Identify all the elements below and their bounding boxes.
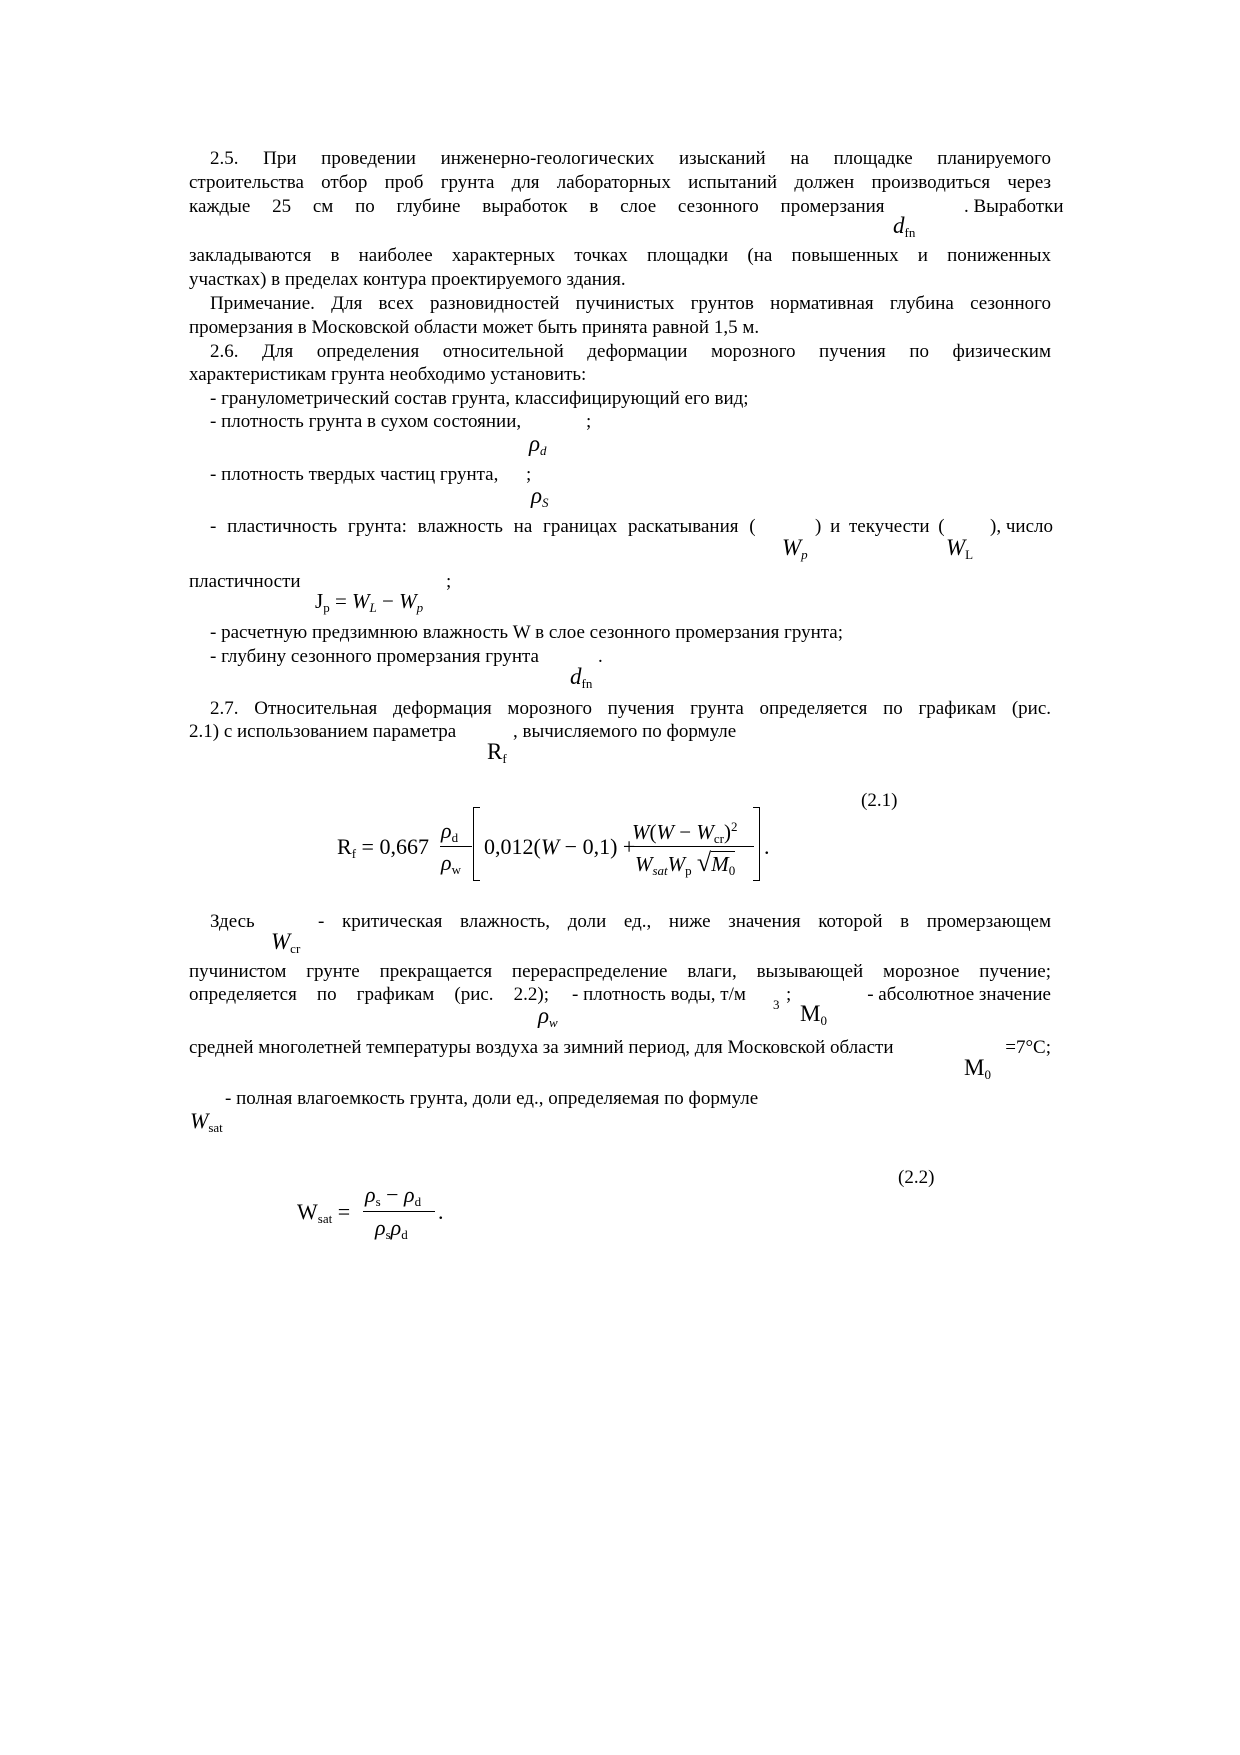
p26-line1: 2.6. Для определения относительной деформации морозного пучения по физическим (210, 341, 1051, 362)
eq22-numerator: $\rho_s - \rho_d$ (365, 1182, 422, 1209)
symbol-wl: $W_L$ (946, 535, 974, 562)
eq22-number: (2.2) (898, 1167, 935, 1188)
here-l3b: - плотность воды, т/м (572, 984, 746, 1005)
p25-line1: 2.5. При проведении инженерно-геологических изысканий на площадке планируемого (210, 148, 1051, 169)
p26-item1: - гранулометрический состав грунта, классифицирующий его вид; (210, 388, 749, 409)
symbol-rho-d: $\rho_d$ (529, 431, 547, 458)
eq22-bar (363, 1211, 435, 1212)
symbol-dfn-2: $d_{fn}$ (570, 664, 593, 691)
here-l5: - полная влагоемкость грунта, доли ед., определяемая по формуле (225, 1088, 759, 1109)
p26-item6-dot: . (598, 646, 603, 667)
p26-item5: - расчетную предзимнюю влажность W в слое сезонного промерзания грунта; (210, 622, 844, 643)
eq21-bracket-left (473, 807, 480, 881)
eq21-inner-a: 0,012( (484, 834, 541, 859)
here-l4a: средней многолетней температуры воздуха за зимний период, для Московской области (189, 1037, 894, 1058)
symbol-rho-s: $\rho_S$ (531, 483, 549, 510)
here-l2: пучинистом грунте прекращается перераспределение влаги, вызывающей морозное пучение; (189, 961, 1051, 982)
p26-item2-semi: ; (586, 411, 592, 432)
eq21-bar1 (440, 846, 472, 847)
note-line2: промерзания в Московской области может быть принята равной 1,5 м. (189, 317, 760, 338)
p26-item3: - плотность твердых частиц грунта, (210, 464, 499, 485)
p26-item4d: пластичности (189, 571, 301, 592)
p26-item3-semi: ; (526, 464, 532, 485)
eq21-bracket-right (753, 807, 760, 881)
symbol-wsat: $W_{sat}$ (190, 1108, 223, 1135)
here-l1b-wrap (318, 911, 1051, 933)
p25-line4: закладываются в наиболее характерных точках площадки (на повышенных и пониженных (189, 245, 1051, 266)
eq21-inner-b: − 0,1) + (564, 834, 636, 859)
eq21-inner: 0,012(W − 0,1) + (484, 834, 636, 859)
p26-line2: характеристикам грунта необходимо установить: (189, 364, 587, 385)
symbol-rf: $R_f$ (487, 739, 507, 766)
p26-item2: - плотность грунта в сухом состоянии, (210, 411, 522, 432)
eq22-denominator: $\rho_s\rho_d$ (375, 1215, 408, 1242)
p27-line2b: , вычисляемого по формуле (513, 721, 737, 742)
eq21-coef: = 0,667 (361, 834, 429, 859)
eq21-number: (2.1) (861, 790, 898, 811)
eq21-rho-w: $\rho_w$ (441, 850, 461, 877)
p26-item4b: ) и текучести ( (815, 516, 945, 537)
here-l3a: определяется по графикам (рис. 2.2); (189, 984, 549, 1005)
p25-line3 (189, 196, 1051, 218)
here-l3c: ; (786, 984, 792, 1005)
symbol-wcr: $W_{cr}$ (271, 929, 301, 956)
eq21-denominator: $W_{sat}W_p$ $√M_0$ (635, 848, 736, 878)
eq22-end: . (438, 1199, 444, 1224)
eq21-bar2 (628, 846, 754, 847)
eq21-rho-d: $\rho_d$ (441, 818, 459, 845)
eq21-end: . (764, 834, 770, 859)
symbol-dfn: $d_{fn}$ (893, 213, 916, 240)
eq21-lhs: $R_f = 0,667$ (337, 834, 429, 861)
p27-line1: 2.7. Относительная деформация морозного пучения грунта определяется по графикам (рис. (210, 698, 1051, 719)
p25-line2: строительства отбор проб грунта для лабораторных испытаний должен производиться через (189, 172, 1051, 193)
here-l3a-wrap (189, 984, 549, 1006)
p26-item6: - глубину сезонного промерзания грунта (210, 646, 539, 667)
here-l3d: - абсолютное значение (867, 984, 1051, 1005)
p26-item4a: - пластичность грунта: влажность на границах раскатывания ( (210, 516, 756, 537)
p25-line3-text: каждые 25 см по глубине выработок в слое сезонного промерзания (189, 196, 885, 217)
p26-item4c: ), число (990, 516, 1053, 537)
eq22-lhs: $W_{sat}$ = (297, 1199, 351, 1226)
p25-line5: участках) в пределах контура проектируемого здания. (189, 269, 626, 290)
symbol-m0-2: $M_0$ (964, 1055, 991, 1082)
note-line1: Примечание. Для всех разновидностей пучинистых грунтов нормативная глубина сезонного (210, 293, 1051, 314)
here-cube: 3 (773, 997, 780, 1012)
eq21-numerator: $W(W - W_{cr})^2$ (632, 819, 738, 846)
symbol-wp: $W_p$ (782, 535, 808, 562)
symbol-m0: $M_0$ (800, 1001, 827, 1028)
here-l1a: Здесь (210, 911, 255, 932)
p26-item4d-semi: ; (446, 571, 452, 592)
here-l4b: =7°С; (1005, 1037, 1051, 1058)
plasticity-formula: $J_p = W_L - W_p$ (315, 589, 424, 615)
p25-line3-end: . Выработки (964, 196, 1064, 217)
here-l1b: - критическая влажность, доли ед., ниже значения которой в промерзающем (318, 911, 1051, 932)
symbol-rho-w: $\rho_w$ (538, 1003, 558, 1030)
p27-line2: 2.1) с использованием параметра (189, 721, 457, 742)
